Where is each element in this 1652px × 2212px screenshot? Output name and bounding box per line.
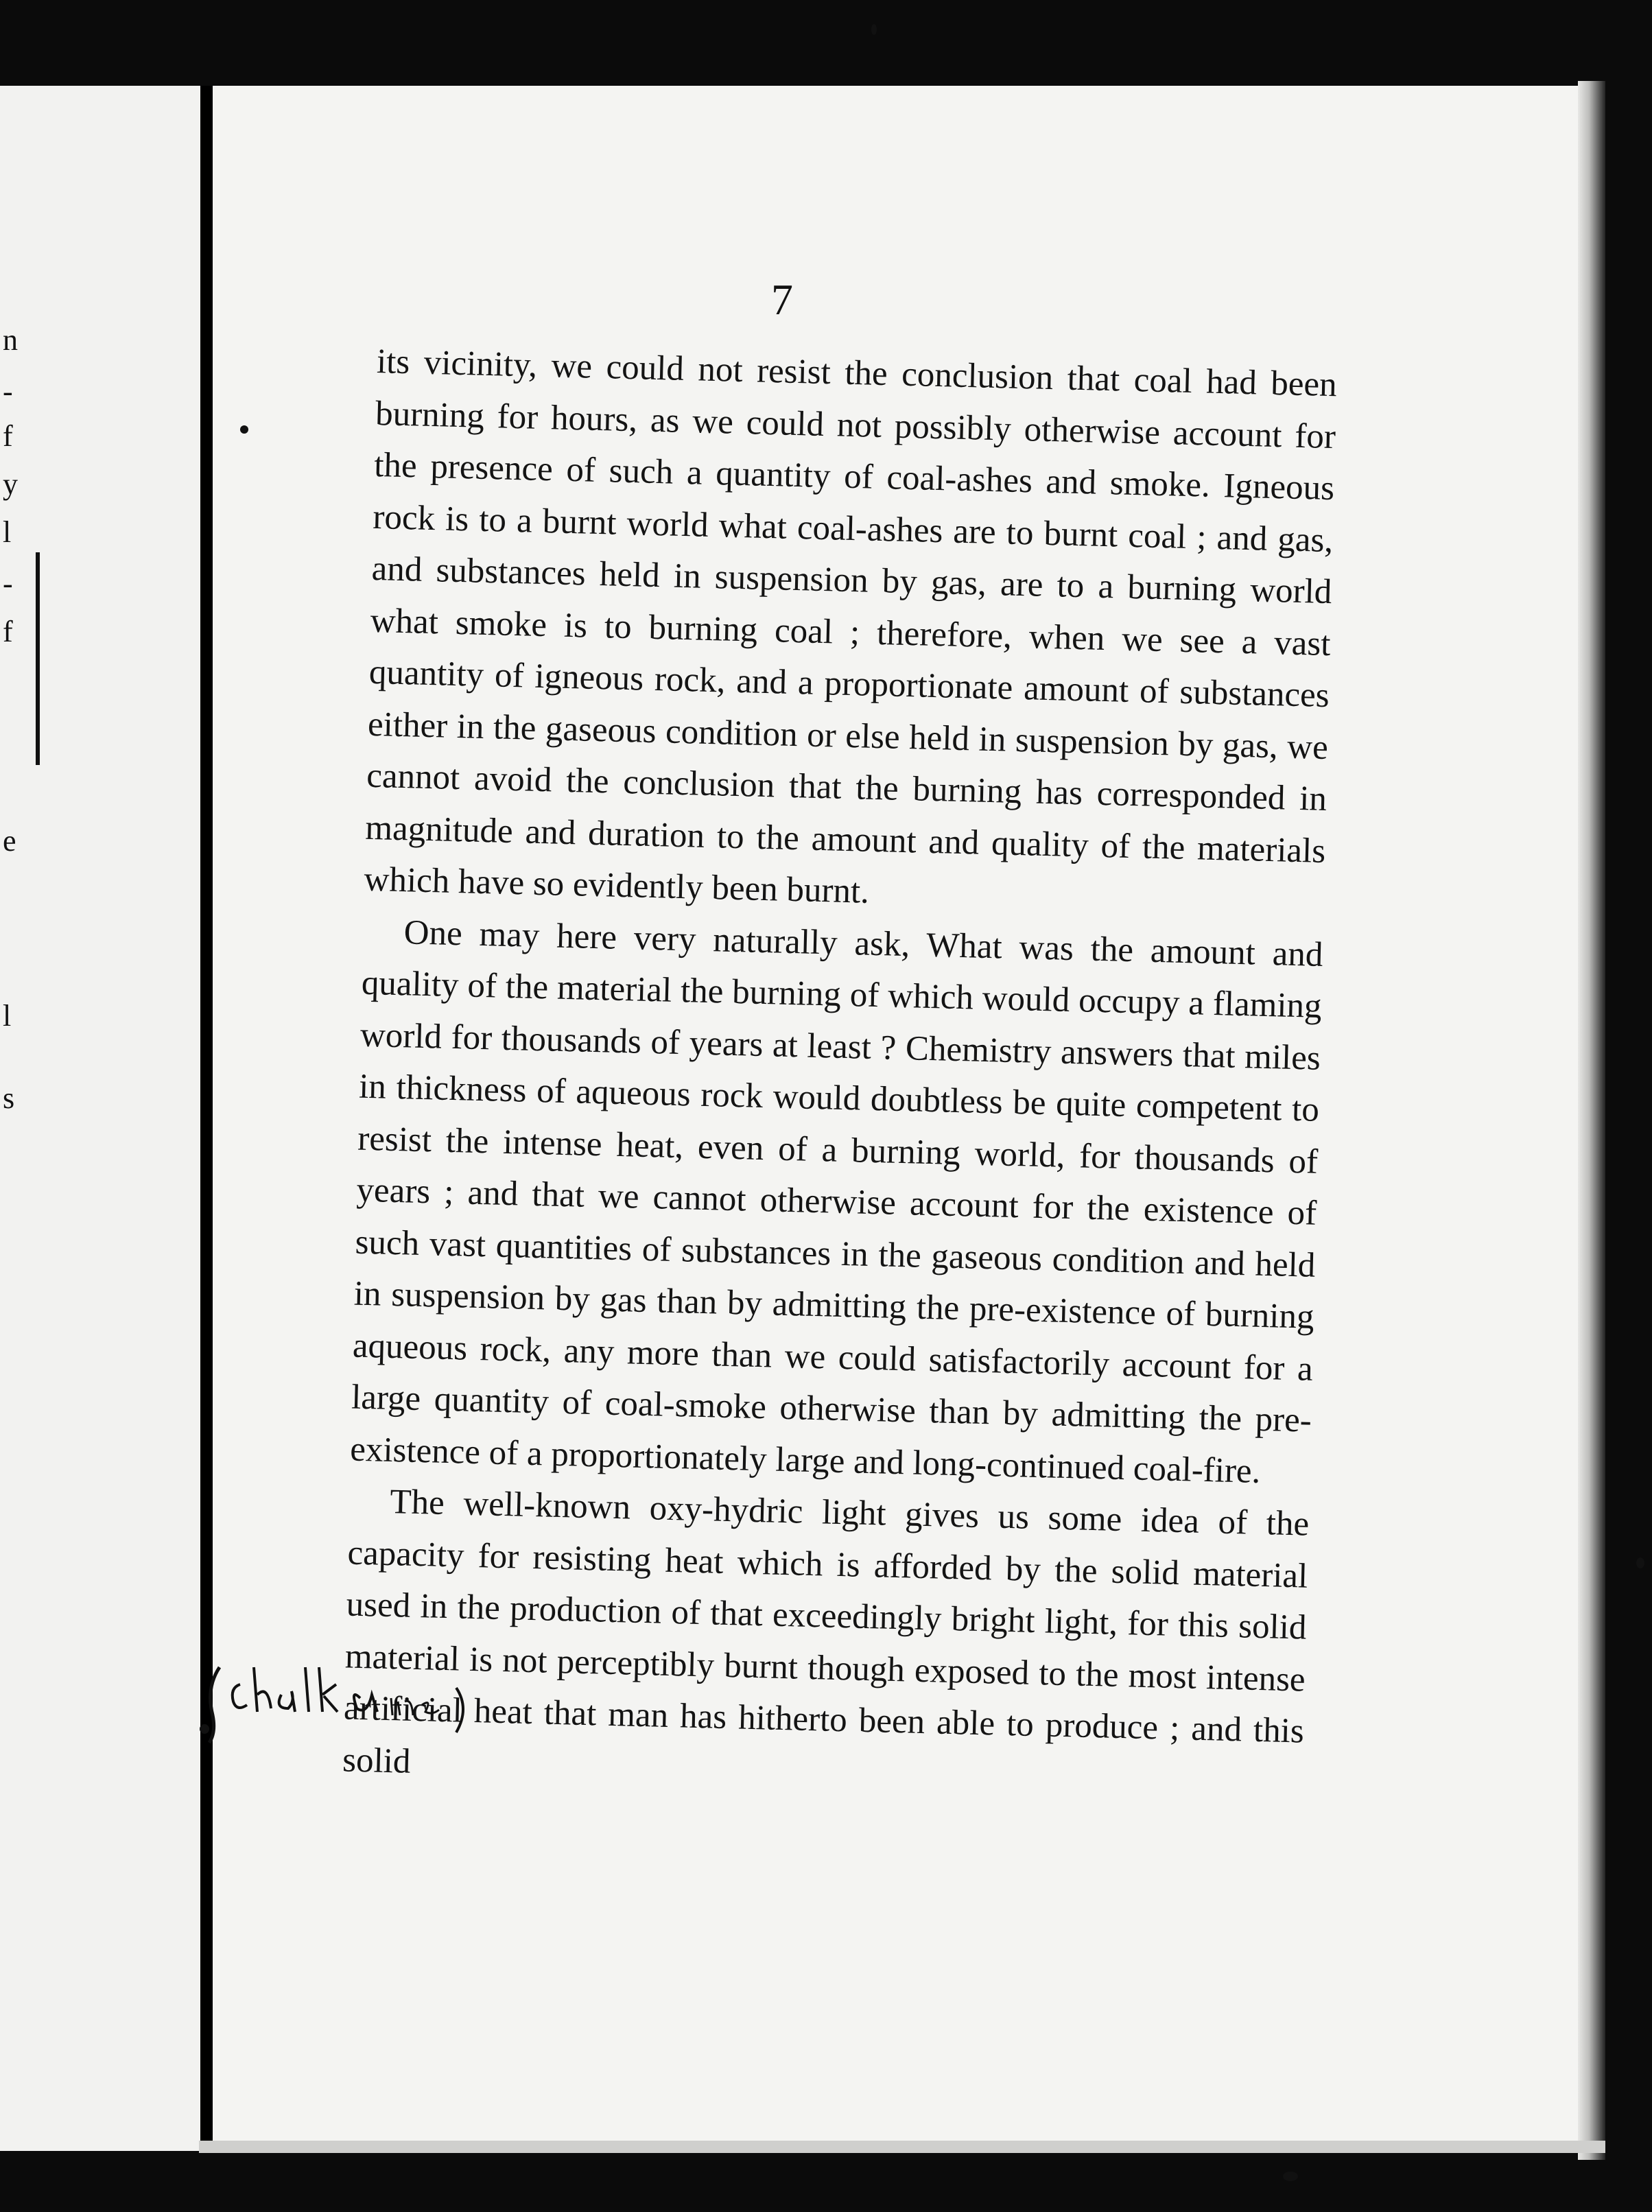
left-page-edge <box>0 86 206 2151</box>
ink-speck <box>1636 1557 1644 1568</box>
right-page-edge <box>1578 81 1605 2160</box>
paragraph: its vicinity, we could not resist the conclusion that coal had been burning for hours, as we could not possibly otherwise account for the presence of such a quantity of coal-ashes and smoke. Igneous rock is to a burnt world what coal-ashes are to burnt coal ; and gas, and substances held in suspension by gas, are to a burning world what smoke is to burning coal ; therefore, when we see a vast quantity of igneous rock, and a proportionate amount of substances either in the gaseous condition or else held in suspension by gas, we cannot avoid the conclusion that the burning has corresponded in magnitude and duration to the amount and quality of the materials which have so evidently been burnt. <box>363 342 1338 911</box>
left-page-fragments <box>0 86 27 2151</box>
left-fragment: f <box>3 419 13 453</box>
paragraph: One may here very naturally ask, What was the amount and quality of the material the burning of which would occupy a flaming world for thousands of years at least ? Chemistry answers that miles in thickness of aqueous rock would doubtless be quite competent to resist the intense heat, even of a burning world, for thousands of years ; and that we cannot otherwise account for the existence of such vast quantities of substances in the gaseous condition and held in suspension by gas than by admitting the pre-existence of burning aqueous rock, any more than we could satisfactorily account for a large quantity of coal-smoke otherwise than by admitting the pre-existence of a proportionately large and long-continued coal-fire. <box>349 913 1324 1491</box>
left-fragment: s <box>3 1081 15 1115</box>
page-bottom-edge <box>199 2141 1605 2153</box>
ink-speck <box>240 425 248 434</box>
left-fragment: n <box>3 323 18 357</box>
page-body <box>342 336 1337 1810</box>
left-fragment: l <box>3 999 12 1033</box>
left-margin-rule <box>36 552 40 765</box>
left-fragment: f <box>3 615 13 648</box>
left-fragment: y <box>3 467 18 501</box>
ink-speck <box>1283 2172 1298 2181</box>
left-fragment: - <box>3 567 13 600</box>
left-fragment: - <box>3 375 13 408</box>
ink-speck <box>871 24 877 35</box>
paragraph: The well-known oxy-hydric light gives us some idea of the capacity for resisting heat which is afforded by the solid material used in the production of that exceedingly bright light, for this solid material is not perceptibly burnt though exposed to the most intense artificial heat that man has hitherto been able to produce ; and this solid <box>342 1482 1310 1781</box>
handwritten-annotation <box>192 1647 480 1750</box>
left-fragment: e <box>3 824 16 858</box>
left-fragment: l <box>3 515 12 549</box>
page-number: 7 <box>771 275 793 324</box>
